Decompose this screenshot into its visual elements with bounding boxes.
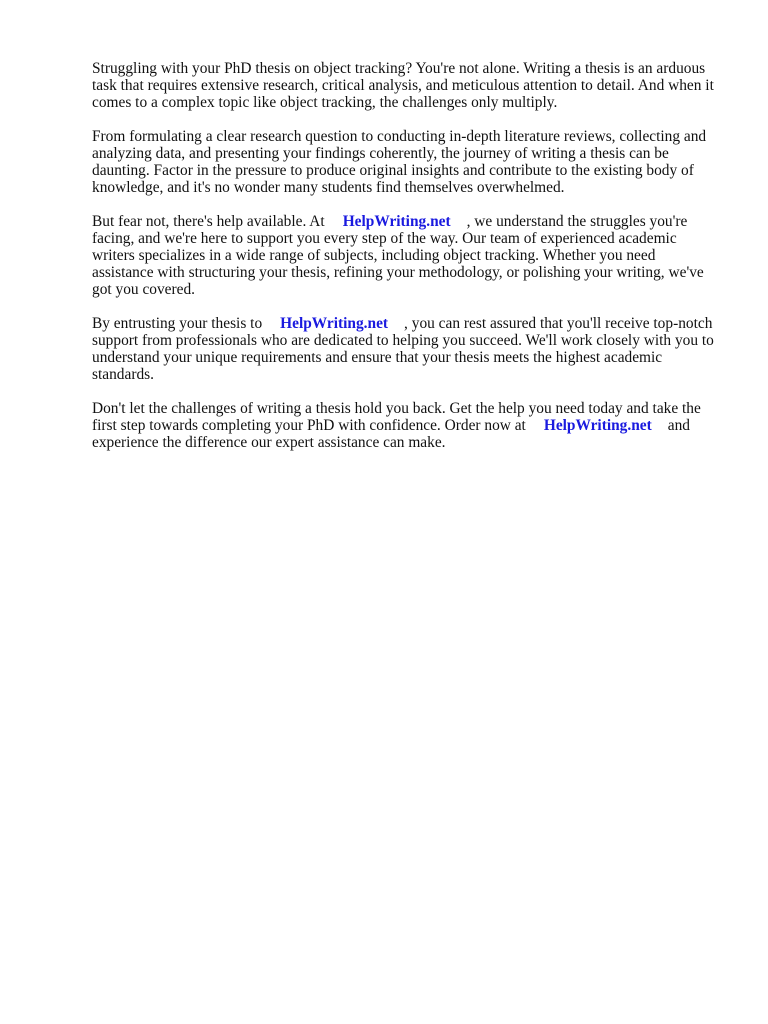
paragraph-challenges-text: From formulating a clear research question to conducting in-depth literature reviews, collecting and analyzing data, and presenting your findings coherently, the journey of writing a thesis can be daunting. Factor in the pressure to produce original insights and contribute to the existing body of knowledge, and it's no wonder many students find themselves overwhelmed.	[92, 128, 707, 196]
paragraph-entrust-text-before: By entrusting your thesis to	[92, 315, 263, 332]
paragraph-help-text-after: , we understand the struggles you're facing, and we're here to support you every step of the way. Our team of experienced academic writers specializes in a wide range of subjects, including object tracking. Whether you need assistance with structuring your thesis, refining your methodology, or polishing your writing, we've got you covered.	[92, 213, 704, 298]
paragraph-order	[92, 400, 720, 451]
paragraph-entrust	[92, 315, 720, 383]
helpwriting-link-3[interactable]: HelpWriting.net	[543, 417, 652, 434]
paragraph-challenges	[92, 128, 720, 196]
helpwriting-link-2[interactable]: HelpWriting.net	[280, 315, 389, 332]
paragraph-help-text-before: But fear not, there's help available. At	[92, 213, 325, 230]
paragraph-order-text-before: Don't let the challenges of writing a thesis hold you back. Get the help you need today and take the first step towards completing your PhD with confidence. Order now at	[92, 400, 701, 434]
helpwriting-link-1[interactable]: HelpWriting.net	[342, 213, 451, 230]
paragraph-entrust-text-after: , you can rest assured that you'll receive top-notch support from professionals who are dedicated to helping you succeed. We'll work closely with you to understand your unique requirements and ensure that your thesis meets the highest academic standards.	[92, 315, 714, 383]
document-page	[92, 60, 720, 468]
paragraph-order-text-after: and experience the difference our expert assistance can make.	[92, 417, 690, 451]
paragraph-help	[92, 213, 720, 298]
paragraph-intro	[92, 60, 720, 111]
paragraph-intro-text: Struggling with your PhD thesis on object tracking? You're not alone. Writing a thesis is an arduous task that requires extensive research, critical analysis, and meticulous attention to detail. And when it comes to a complex topic like object tracking, the challenges only multiply.	[92, 60, 714, 111]
